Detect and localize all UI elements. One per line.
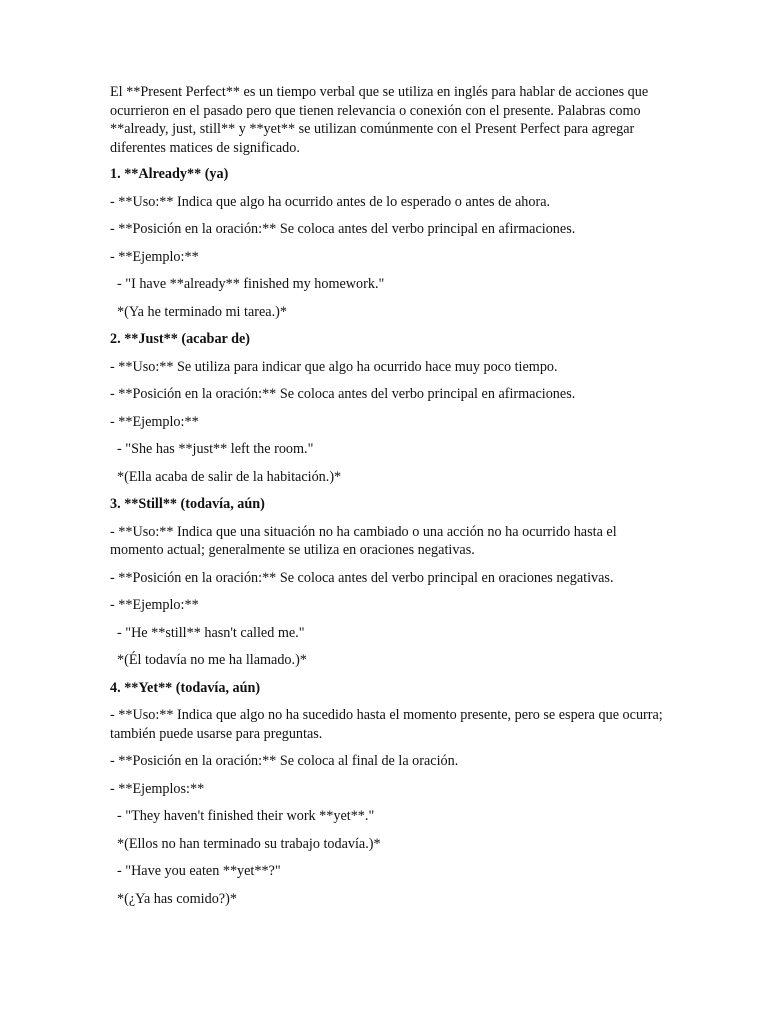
posicion-line: - **Posición en la oración:** Se coloca antes del verbo principal en afirmaciones.	[110, 386, 576, 402]
ejemplo-label: - **Ejemplo:**	[110, 248, 199, 265]
posicion-line: - **Posición en la oración:** Se coloca al final de la oración.	[110, 753, 459, 769]
posicion-line: - **Posición en la oración:** Se coloca antes del verbo principal en oraciones negativas.	[110, 569, 614, 586]
ejemplo-label: - **Ejemplo:**	[110, 597, 199, 613]
example-spanish: *(Él todavía no me ha llamado.)*	[117, 652, 307, 668]
example-english: - "She has **just** left the room."	[117, 441, 314, 457]
section-heading-just: 2. **Just** (acabar de)	[110, 331, 251, 347]
document-page	[110, 83, 670, 917]
uso-line: - **Uso:** Indica que una situación no ha cambiado o una acción no ha ocurrido hasta el momento actual; generalmente se utiliza en oraciones negativas.	[110, 523, 617, 558]
example-spanish: *(Ella acaba de salir de la habitación.)*	[117, 468, 342, 485]
example-spanish: *(Ellos no han terminado su trabajo todavía.)*	[117, 835, 381, 852]
section-heading-still: 3. **Still** (todavía, aún)	[110, 496, 265, 512]
example-english: - "He **still** hasn't called me."	[117, 624, 305, 641]
example-spanish: *(Ya he terminado mi tarea.)*	[117, 303, 287, 320]
example-english: - "I have **already** finished my homework."	[117, 276, 385, 292]
section-heading-yet: 4. **Yet** (todavía, aún)	[110, 679, 261, 696]
section-heading-already: 1. **Already** (ya)	[110, 166, 229, 182]
intro-paragraph: El **Present Perfect** es un tiempo verbal que se utiliza en inglés para hablar de acciones que ocurrieron en el pasado pero que tienen relevancia o conexión con el presente. Palabras como **already, just, still** y **yet** se utilizan comúnmente con el Present Perfect para agregar diferentes matices de significado.	[110, 84, 649, 156]
uso-line: - **Uso:** Indica que algo ha ocurrido antes de lo esperado o antes de ahora.	[110, 193, 551, 210]
example-english: - "They haven't finished their work **yet**."	[117, 808, 375, 824]
example-spanish: *(¿Ya has comido?)*	[117, 890, 237, 907]
uso-line: - **Uso:** Indica que algo no ha sucedido hasta el momento presente, pero se espera que ocurra; también puede usarse para preguntas.	[110, 707, 663, 742]
ejemplo-label: - **Ejemplos:**	[110, 780, 205, 797]
ejemplo-label: - **Ejemplo:**	[110, 413, 199, 430]
example-english: - "Have you eaten **yet**?"	[117, 863, 281, 879]
posicion-line: - **Posición en la oración:** Se coloca antes del verbo principal en afirmaciones.	[110, 221, 576, 237]
uso-line: - **Uso:** Se utiliza para indicar que algo ha ocurrido hace muy poco tiempo.	[110, 358, 558, 375]
